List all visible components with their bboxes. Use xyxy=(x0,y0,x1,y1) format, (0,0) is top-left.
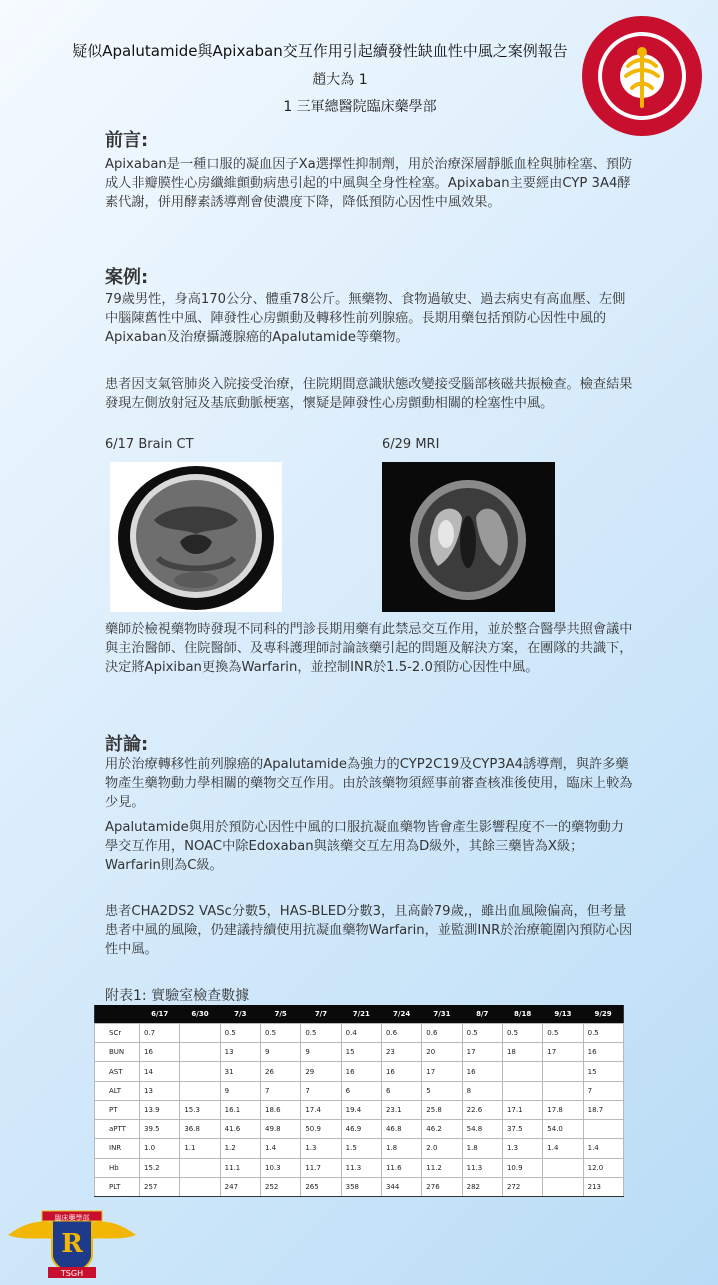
table-cell: 257 xyxy=(140,1177,180,1196)
table-cell: 20 xyxy=(422,1043,462,1062)
table-cell: 46.8 xyxy=(381,1120,421,1139)
table-cell: 10.3 xyxy=(260,1158,300,1177)
table-cell: 276 xyxy=(422,1177,462,1196)
case-paragraph-3: 藥師於檢視藥物時發現不同科的門診長期用藥有此禁忌交互作用，並於整合醫學共照會議中與主治醫師、住院醫師、及專科護理師討論該藥引起的問題及解決方案，在團隊的共識下，決定將Apixiban更換為Warfarin，並控制INR於1.5-2.0預防心因性中風。 xyxy=(105,622,633,675)
table-cell: 16 xyxy=(140,1043,180,1062)
table-row xyxy=(95,1158,624,1177)
table-cell: 16.1 xyxy=(220,1100,260,1119)
table-cell: 17.1 xyxy=(502,1100,542,1119)
table-row xyxy=(95,1100,624,1119)
table-cell xyxy=(543,1062,583,1081)
table-cell: 0.5 xyxy=(543,1024,583,1043)
table-cell: 1.2 xyxy=(220,1139,260,1158)
table-cell: 1.4 xyxy=(260,1139,300,1158)
table-cell: 16 xyxy=(381,1062,421,1081)
hospital-logo-icon xyxy=(580,14,704,138)
date-header: 7/21 xyxy=(341,1005,381,1024)
table-row xyxy=(95,1081,624,1100)
table-cell xyxy=(180,1158,220,1177)
table-cell: 0.5 xyxy=(502,1024,542,1043)
table-cell: 46.2 xyxy=(422,1120,462,1139)
table-cell: 31 xyxy=(220,1062,260,1081)
row-label: SCr xyxy=(95,1024,140,1043)
table-cell: 7 xyxy=(260,1081,300,1100)
date-header: 6/17 xyxy=(140,1005,180,1024)
table-cell: 41.6 xyxy=(220,1120,260,1139)
table-cell xyxy=(543,1177,583,1196)
table-cell: 6 xyxy=(341,1081,381,1100)
table-cell xyxy=(180,1024,220,1043)
table-cell: 7 xyxy=(301,1081,341,1100)
table-cell xyxy=(180,1043,220,1062)
table-cell: 1.4 xyxy=(543,1139,583,1158)
table-cell: 16 xyxy=(583,1043,623,1062)
date-header: 9/29 xyxy=(583,1005,623,1024)
row-label: BUN xyxy=(95,1043,140,1062)
table-cell xyxy=(543,1081,583,1100)
table-cell: 18.7 xyxy=(583,1100,623,1119)
table-cell: 0.5 xyxy=(301,1024,341,1043)
table-cell: 54.0 xyxy=(543,1120,583,1139)
table-cell: 25.8 xyxy=(422,1100,462,1119)
table-cell: 19.4 xyxy=(341,1100,381,1119)
table-cell: 23.1 xyxy=(381,1100,421,1119)
table-cell: 1.4 xyxy=(583,1139,623,1158)
table-cell: 37.5 xyxy=(502,1120,542,1139)
row-label: INR xyxy=(95,1139,140,1158)
row-label: PT xyxy=(95,1100,140,1119)
brain-mri-image xyxy=(382,462,555,612)
table-cell: 282 xyxy=(462,1177,502,1196)
badge-bottom-text: TSGH xyxy=(60,1269,84,1278)
case-paragraph-2: 患者因支氣管肺炎入院接受治療，住院期間意識狀態改變接受腦部核磁共振檢查。檢查結果發現左側放射冠及基底動脈梗塞，懷疑是陣發性心房顫動相關的栓塞性中風。 xyxy=(105,377,633,411)
table-cell: 49.8 xyxy=(260,1120,300,1139)
table-cell: 0.5 xyxy=(583,1024,623,1043)
table-cell: 17 xyxy=(543,1043,583,1062)
table-cell: 17.8 xyxy=(543,1100,583,1119)
table-cell xyxy=(180,1177,220,1196)
table-cell: 17.4 xyxy=(301,1100,341,1119)
table-cell: 26 xyxy=(260,1062,300,1081)
table-cell: 0.5 xyxy=(220,1024,260,1043)
table-cell: 0.6 xyxy=(422,1024,462,1043)
table-cell: 23 xyxy=(381,1043,421,1062)
table-cell: 14 xyxy=(140,1062,180,1081)
table-cell: 265 xyxy=(301,1177,341,1196)
table-cell: 0.5 xyxy=(260,1024,300,1043)
table-cell: 15.3 xyxy=(180,1100,220,1119)
table-row xyxy=(95,1062,624,1081)
table-cell: 11.2 xyxy=(422,1158,462,1177)
date-header: 7/5 xyxy=(260,1005,300,1024)
table-title: 附表1: 實驗室檢查數據 xyxy=(105,988,250,1004)
table-cell: 2.0 xyxy=(422,1139,462,1158)
table-cell: 1.8 xyxy=(462,1139,502,1158)
table-cell: 18.6 xyxy=(260,1100,300,1119)
table-cell: 9 xyxy=(220,1081,260,1100)
table-cell: 13 xyxy=(220,1043,260,1062)
table-cell: 1.1 xyxy=(180,1139,220,1158)
row-label: PLT xyxy=(95,1177,140,1196)
table-cell: 8 xyxy=(462,1081,502,1100)
table-cell xyxy=(502,1081,542,1100)
table-cell: 39.5 xyxy=(140,1120,180,1139)
table-cell: 18 xyxy=(502,1043,542,1062)
table-cell: 344 xyxy=(381,1177,421,1196)
table-cell: 29 xyxy=(301,1062,341,1081)
discussion-paragraph-3: 患者CHA2DS2 VASc分數5，HAS-BLED分數3，且高齡79歲,，雖出血風險偏高，但考量患者中風的風險，仍建議持續使用抗凝血藥物Warfarin，並監測INR於治療範圍內預防心因性中風。 xyxy=(105,904,633,957)
table-row xyxy=(95,1120,624,1139)
table-cell: 13 xyxy=(140,1081,180,1100)
date-header: 6/30 xyxy=(180,1005,220,1024)
row-label: Hb xyxy=(95,1158,140,1177)
badge-letter: R xyxy=(61,1229,83,1259)
table-header-blank xyxy=(95,1005,140,1024)
table-cell: 1.3 xyxy=(301,1139,341,1158)
table-row xyxy=(95,1024,624,1043)
table-cell: 0.4 xyxy=(341,1024,381,1043)
table-cell: 6 xyxy=(381,1081,421,1100)
table-cell: 36.8 xyxy=(180,1120,220,1139)
table-cell: 15 xyxy=(583,1062,623,1081)
table-cell: 1.5 xyxy=(341,1139,381,1158)
table-row xyxy=(95,1139,624,1158)
table-cell xyxy=(180,1081,220,1100)
table-cell: 213 xyxy=(583,1177,623,1196)
intro-text: Apixaban是一種口服的凝血因子Xa選擇性抑制劑，用於治療深層靜脈血栓與肺栓塞、預防成人非瓣膜性心房纖維顫動病患引起的中風與全身性栓塞。Apixaban主要經由CYP 3A4酵素代謝，併用酵素誘導劑會使濃度下降，降低預防心因性中風效果。 xyxy=(105,157,633,210)
date-header: 7/24 xyxy=(381,1005,421,1024)
table-cell: 22.6 xyxy=(462,1100,502,1119)
author: 趙大為 1 xyxy=(312,72,368,88)
table-cell: 358 xyxy=(341,1177,381,1196)
table-cell: 5 xyxy=(422,1081,462,1100)
row-label: aPTT xyxy=(95,1120,140,1139)
discussion-paragraph-2: Apalutamide與用於預防心因性中風的口服抗凝血藥物皆會產生影響程度不一的藥物動力學交互作用，NOAC中除Edoxaban與該藥交互左用為D級外，其餘三藥皆為X級；Warfarin則為C級。 xyxy=(105,820,624,873)
mri-caption: 6/29 MRI xyxy=(382,437,440,452)
date-header: 8/18 xyxy=(502,1005,542,1024)
table-cell: 1.8 xyxy=(381,1139,421,1158)
table-cell: 247 xyxy=(220,1177,260,1196)
date-header: 7/7 xyxy=(301,1005,341,1024)
table-cell xyxy=(180,1062,220,1081)
date-header: 7/31 xyxy=(422,1005,462,1024)
table-row xyxy=(95,1177,624,1196)
table-cell: 10.9 xyxy=(502,1158,542,1177)
table-cell: 0.6 xyxy=(381,1024,421,1043)
table-cell xyxy=(543,1158,583,1177)
table-cell: 50.9 xyxy=(301,1120,341,1139)
table-cell: 12.0 xyxy=(583,1158,623,1177)
tsgh-badge-icon xyxy=(4,1205,140,1281)
table-cell: 46.9 xyxy=(341,1120,381,1139)
discussion-paragraph-1: 用於治療轉移性前列腺癌的Apalutamide為強力的CYP2C19及CYP3A4誘導劑，與許多藥物產生藥物動力學相關的藥物交互作用。由於該藥物須經事前審查核准後使用，臨床上較為少見。 xyxy=(105,757,633,810)
brain-ct-image xyxy=(110,462,282,612)
poster-title: 疑似Apalutamide與Apixaban交互作用引起續發性缺血性中風之案例報告 xyxy=(72,42,568,60)
table-cell: 272 xyxy=(502,1177,542,1196)
table-cell: 252 xyxy=(260,1177,300,1196)
affiliation: 1 三軍總醫院臨床藥學部 xyxy=(283,99,437,115)
table-cell: 9 xyxy=(301,1043,341,1062)
table-cell: 11.3 xyxy=(462,1158,502,1177)
lab-data-table xyxy=(94,1005,624,1197)
badge-top-text: 臨床藥學部 xyxy=(54,1214,90,1222)
date-header: 9/13 xyxy=(543,1005,583,1024)
table-cell: 15 xyxy=(341,1043,381,1062)
ct-caption: 6/17 Brain CT xyxy=(105,437,194,452)
table-cell: 16 xyxy=(462,1062,502,1081)
table-cell: 17 xyxy=(422,1062,462,1081)
table-row xyxy=(95,1043,624,1062)
row-label: AST xyxy=(95,1062,140,1081)
case-paragraph-1: 79歲男性，身高170公分、體重78公斤。無藥物、食物過敏史、過去病史有高血壓、左側中腦陳舊性中風、陣發性心房顫動及轉移性前列腺癌。長期用藥包括預防心因性中風的Apixaban及治療攝護腺癌的Apalutamide等藥物。 xyxy=(105,292,626,345)
date-header: 7/3 xyxy=(220,1005,260,1024)
table-cell xyxy=(583,1120,623,1139)
case-heading: 案例: xyxy=(105,267,149,288)
table-cell: 7 xyxy=(583,1081,623,1100)
table-cell: 1.3 xyxy=(502,1139,542,1158)
table-cell: 1.0 xyxy=(140,1139,180,1158)
table-cell: 11.3 xyxy=(341,1158,381,1177)
table-cell: 11.6 xyxy=(381,1158,421,1177)
table-cell: 54.8 xyxy=(462,1120,502,1139)
row-label: ALT xyxy=(95,1081,140,1100)
table-cell: 17 xyxy=(462,1043,502,1062)
intro-heading: 前言: xyxy=(105,130,149,151)
table-cell: 9 xyxy=(260,1043,300,1062)
table-cell: 0.5 xyxy=(462,1024,502,1043)
date-header: 8/7 xyxy=(462,1005,502,1024)
table-cell xyxy=(502,1062,542,1081)
table-cell: 11.7 xyxy=(301,1158,341,1177)
table-cell: 0.7 xyxy=(140,1024,180,1043)
table-cell: 11.1 xyxy=(220,1158,260,1177)
discussion-heading: 討論: xyxy=(105,734,149,755)
table-cell: 16 xyxy=(341,1062,381,1081)
table-header-row xyxy=(95,1005,624,1024)
table-cell: 13.9 xyxy=(140,1100,180,1119)
table-cell: 15.2 xyxy=(140,1158,180,1177)
